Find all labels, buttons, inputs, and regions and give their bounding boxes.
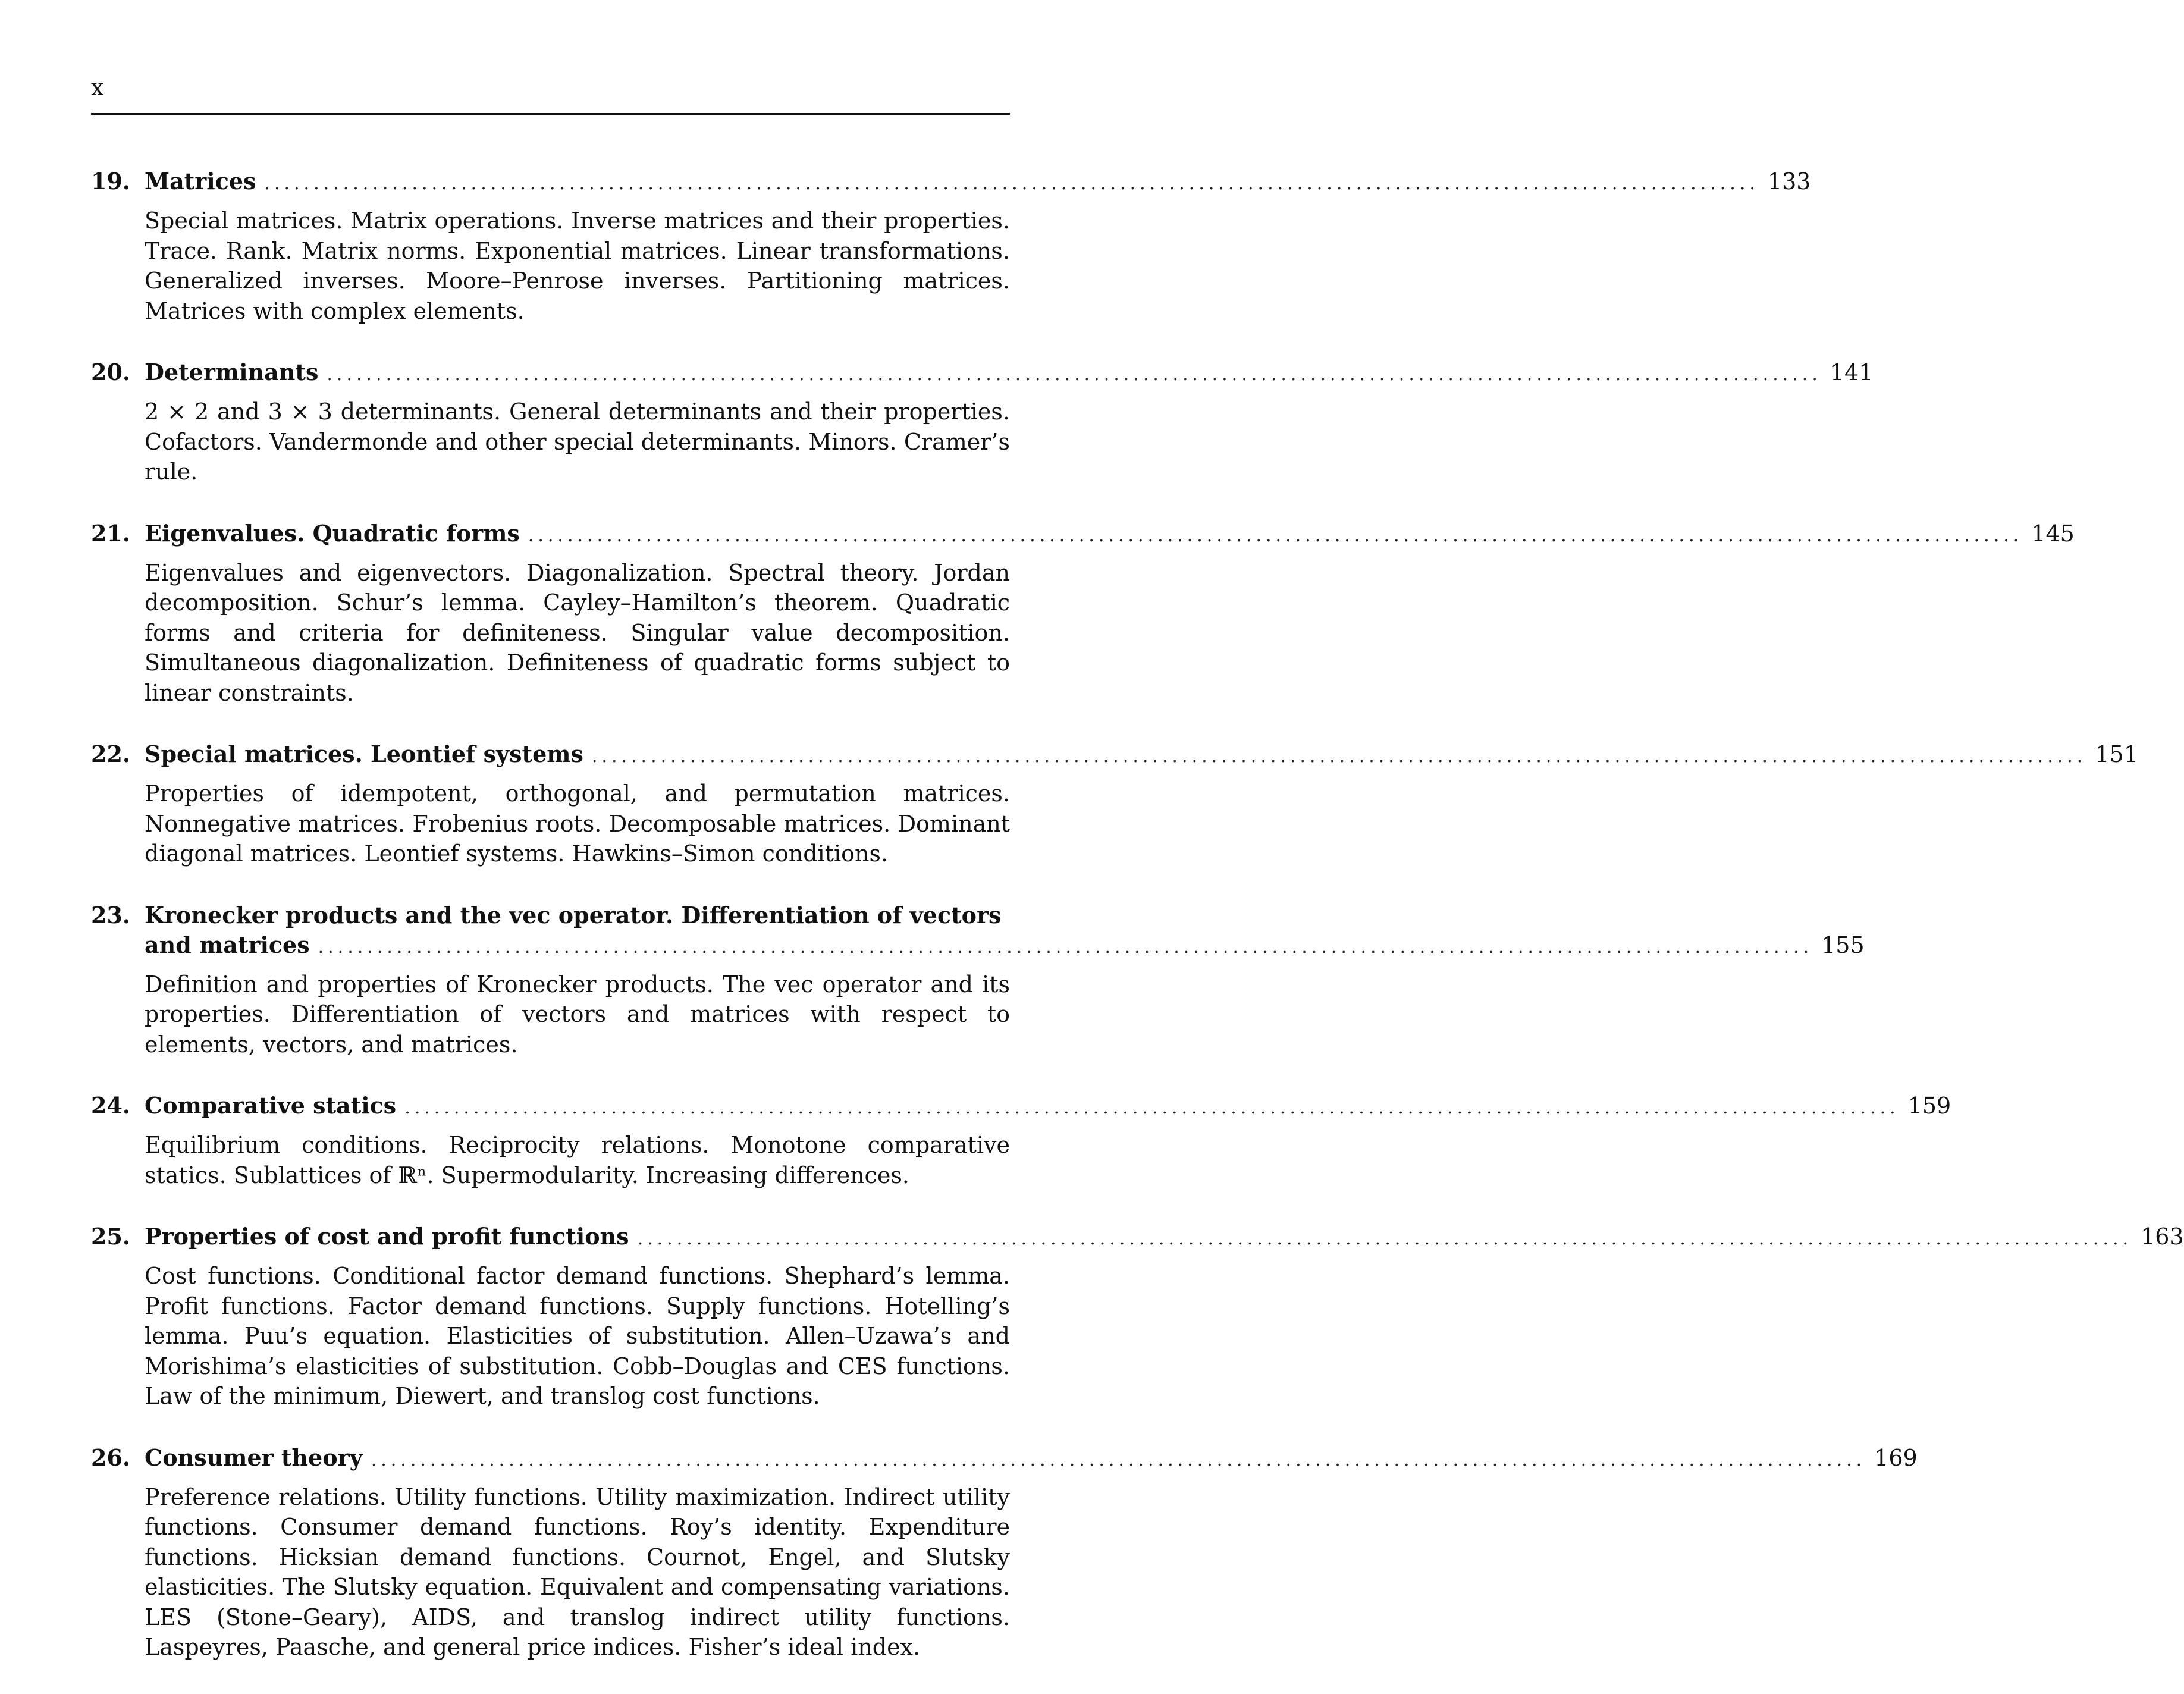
toc-entry-number: 22.: [91, 741, 131, 767]
dot-leader: ........................................................................................................................................................: [591, 746, 2087, 767]
dot-leader: ........................................................................................................................................................: [327, 364, 1822, 385]
toc-entry-heading[interactable]: [91, 357, 1874, 390]
toc-entry-page: 133: [1767, 168, 1811, 195]
toc-entry: [91, 1222, 2184, 1411]
toc-entry-heading[interactable]: [91, 739, 2138, 771]
toc-entry-title: Comparative statics: [145, 1092, 397, 1119]
dot-leader: ........................................................................................................................................................: [637, 1228, 2133, 1249]
toc-entry-number: 21.: [91, 519, 131, 547]
toc-entry-description: Properties of idempotent, orthogonal, and permutation matrices. Nonnegative matrices. Frobenius roots. Decomposable matrices. Dominant diagonal matrices. Leontief systems. Hawkins–Simon conditions.: [145, 780, 1010, 867]
toc-entry-title-line1: Kronecker products and the vec operator. Differentiation of vectors: [145, 901, 1002, 928]
toc-entry-page: 151: [2095, 741, 2138, 767]
toc-entry-description: Equilibrium conditions. Reciprocity relations. Monotone comparative statics. Sublattices of ℝⁿ. Supermodularity. Increasing differences.: [145, 1132, 1010, 1188]
dot-leader: ........................................................................................................................................................: [371, 1449, 1866, 1470]
dot-leader: ........................................................................................................................................................: [264, 173, 1759, 194]
toc-entry-title: Determinants: [145, 359, 319, 385]
toc-entry-number: 23.: [91, 901, 131, 928]
toc-entry-title: Matrices: [145, 168, 256, 195]
toc-entry-description: Cost functions. Conditional factor demand functions. Shephard’s lemma. Profit functions. Factor demand functions. Supply functions. Hotelling’s lemma. Puu’s equation. Elasticities of substitution. Allen–Uzawa’s and Morishima’s elasticities of substitution. Cobb–Douglas and CES functions. Law of the minimum, Diewert, and translog cost functions.: [145, 1263, 1010, 1409]
toc-entry-page: 163: [2141, 1224, 2184, 1250]
dot-leader: ........................................................................................................................................................: [318, 936, 1813, 958]
dot-leader: ........................................................................................................................................................: [528, 525, 2023, 546]
toc-entry-page: 141: [1830, 359, 1874, 385]
toc-entry-description: 2 × 2 and 3 × 3 determinants. General determinants and their properties. Cofactors. Vandermonde and other special determinants. Minors. Cramer’s rule.: [145, 399, 1010, 485]
toc-entry-heading-continued[interactable]: [145, 930, 1865, 962]
toc-entry-heading[interactable]: [91, 1222, 2184, 1254]
toc-entry-number: 19.: [91, 168, 131, 195]
toc-entry-page: 159: [1907, 1093, 1951, 1119]
toc-entry-heading[interactable]: [91, 167, 1811, 199]
toc-entry-page: 155: [1821, 931, 1865, 958]
table-of-contents: [91, 167, 2184, 1694]
toc-entry-heading[interactable]: [91, 1443, 1918, 1475]
toc-entry-title-line2: and matrices: [145, 931, 310, 958]
toc-entry-heading[interactable]: [91, 1091, 1951, 1123]
toc-entry-description: Special matrices. Matrix operations. Inverse matrices and their properties. Trace. Rank. Matrix norms. Exponential matrices. Linear transformations. Generalized inverses. Moore–Penrose inverses. Partitioning matrices. Matrices with complex elements.: [145, 208, 1010, 324]
toc-entry-title: Special matrices. Leontief systems: [145, 741, 583, 767]
toc-entry-description: Eigenvalues and eigenvectors. Diagonalization. Spectral theory. Jordan decomposition. Schur’s lemma. Cayley–Hamilton’s theorem. Quadratic forms and criteria for definiteness. Singular value decomposition. Simultaneous diagonalization. Definiteness of quadratic forms subject to linear constraints.: [145, 559, 1010, 706]
toc-entry-title: Consumer theory: [145, 1444, 363, 1471]
toc-entry-number: 20.: [91, 359, 131, 385]
toc-entry-description: Preference relations. Utility functions. Utility maximization. Indirect utility functions. Consumer demand functions. Roy’s identity. Expenditure functions. Hicksian demand functions. Cournot, Engel, and Slutsky elasticities. The Slutsky equation. Equivalent and compensating variations. LES (Stone–Geary), AIDS, and translog indirect utility functions. Laspeyres, Paasche, and general price indices. Fisher’s ideal index.: [145, 1483, 1010, 1660]
toc-entry-heading[interactable]: [91, 519, 2075, 551]
toc-entry-page: 145: [2031, 520, 2075, 547]
toc-entry-title: Properties of cost and profit functions: [145, 1223, 629, 1250]
toc-entry: [91, 901, 1865, 1060]
toc-entry: [91, 739, 2138, 869]
toc-entry-heading[interactable]: [91, 901, 1010, 930]
toc-entry-description: Definition and properties of Kronecker products. The vec operator and its properties. Differentiation of vectors and matrices with respect to elements, vectors, and matrices.: [145, 971, 1010, 1058]
toc-entry-page: 169: [1874, 1444, 1918, 1471]
toc-entry-number: 26.: [91, 1444, 131, 1471]
toc-entry: [91, 1091, 1951, 1190]
toc-entry: [91, 167, 1811, 326]
toc-entry: [91, 1443, 1918, 1662]
header-rule: [91, 113, 1010, 115]
dot-leader: ........................................................................................................................................................: [404, 1097, 1900, 1118]
toc-entry-title: Eigenvalues. Quadratic forms: [145, 519, 520, 547]
toc-entry-number: 24.: [91, 1092, 131, 1119]
toc-entry-number: 25.: [91, 1223, 131, 1250]
toc-entry: [91, 519, 2075, 708]
toc-entry: [91, 357, 1874, 487]
page-number: x: [91, 74, 104, 101]
